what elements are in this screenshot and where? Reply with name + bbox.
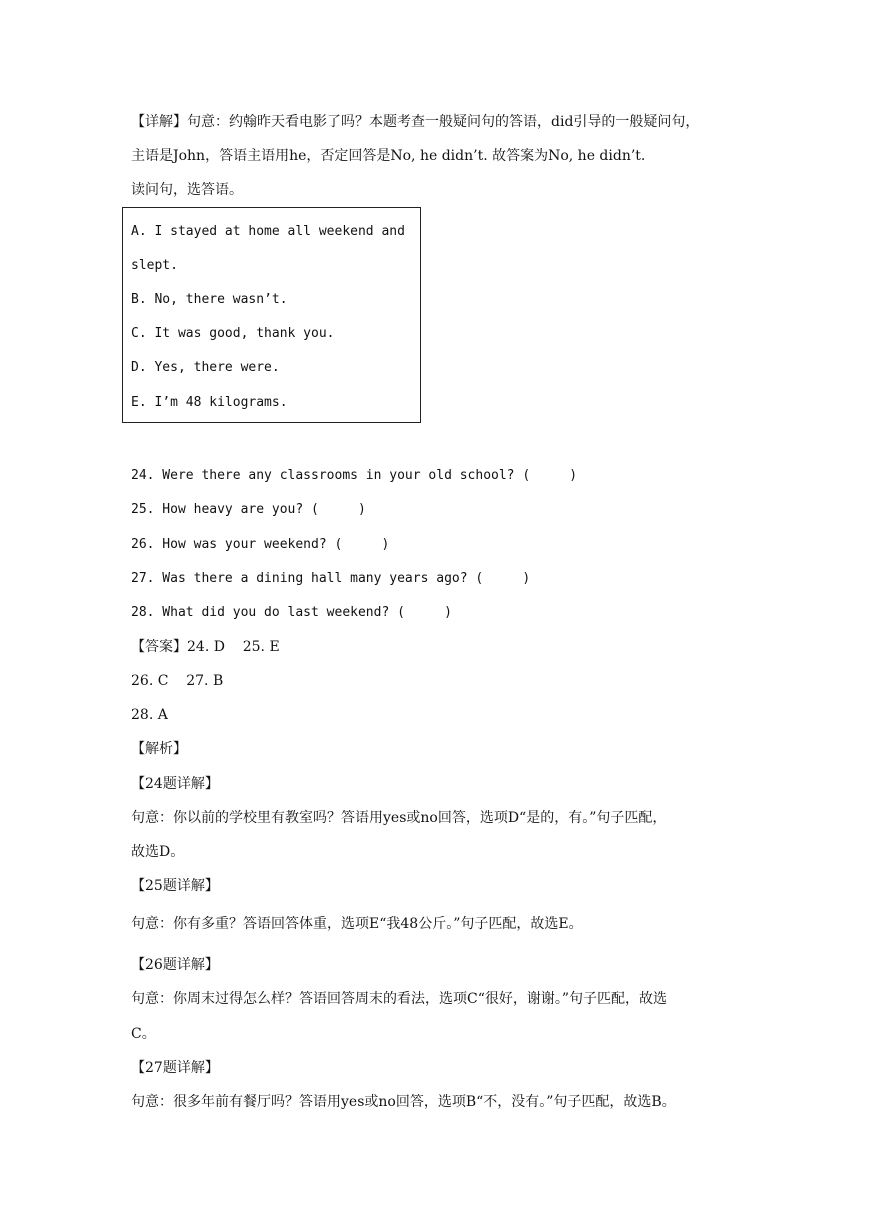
q24-analysis-line-1: 句意：你以前的学校里有教室吗？答语用yes或no回答，选项D“是的，有。”句子匹配， [131, 810, 667, 826]
analysis-heading: 【解析】 [131, 741, 187, 757]
options-box [122, 207, 421, 423]
q26-analysis-title: 【26题详解】 [131, 957, 219, 973]
q24-analysis-line-2: 故选D。 [131, 844, 185, 860]
question-24: 24. Were there any classrooms in your old school? ( ) [131, 468, 578, 483]
instruction-text: 读问句，选答语。 [131, 182, 243, 198]
question-28: 28. What did you do last weekend? ( ) [131, 605, 452, 620]
answer-line-2: 26. C 27. B [131, 673, 224, 689]
question-26: 26. How was your weekend? ( ) [131, 537, 390, 552]
q26-analysis-line-1: 句意：你周末过得怎么样？答语回答周末的看法，选项C“很好，谢谢。”句子匹配，故选 [131, 991, 668, 1007]
option-a-line-2: slept. [131, 258, 178, 273]
answer-line-3: 28. A [131, 707, 168, 723]
intro-line-2: 主语是John，答语主语用he，否定回答是No, he didn’t. 故答案为No, he didn’t. [131, 148, 646, 164]
option-b: B. No, there wasn’t. [131, 292, 288, 307]
option-c: C. It was good, thank you. [131, 326, 335, 341]
question-25: 25. How heavy are you? ( ) [131, 502, 366, 517]
q27-analysis-line-1: 句意：很多年前有餐厅吗？答语用yes或no回答，选项B“不，没有。”句子匹配，故选B。 [131, 1094, 676, 1110]
question-27: 27. Was there a dining hall many years ago? ( ) [131, 571, 531, 586]
q25-analysis-line-1: 句意：你有多重？答语回答体重，选项E“我48公斤。”句子匹配，故选E。 [131, 916, 583, 932]
intro-line-1: 【详解】句意：约翰昨天看电影了吗？本题考查一般疑问句的答语，did引导的一般疑问句， [131, 114, 700, 130]
option-a-line-1: A. I stayed at home all weekend and [131, 224, 405, 239]
q27-analysis-title: 【27题详解】 [131, 1060, 219, 1076]
answer-line-1: 【答案】24. D 25. E [131, 639, 280, 655]
option-e: E. I’m 48 kilograms. [131, 395, 288, 410]
option-d: D. Yes, there were. [131, 360, 280, 375]
q26-analysis-line-2: C。 [131, 1026, 156, 1042]
q25-analysis-title: 【25题详解】 [131, 878, 219, 894]
q24-analysis-title: 【24题详解】 [131, 776, 219, 792]
